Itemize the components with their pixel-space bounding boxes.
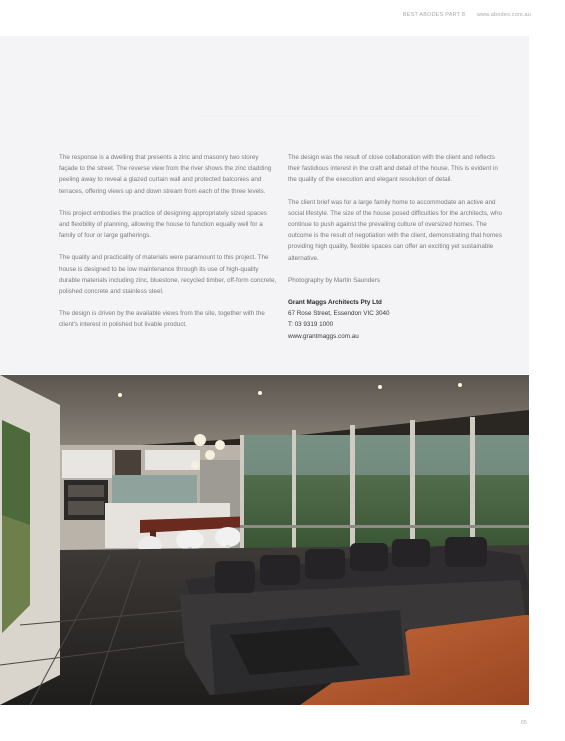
interior-photo [0, 375, 529, 705]
paragraph: The design was the result of close collaboration with the client and reflects their fastidious interest in the craft and detail of the house. This is evident in the quality of the execution and elegant resolution of detail. [288, 154, 498, 184]
left-text-column [59, 152, 277, 342]
page-number: 65 [520, 720, 527, 726]
paragraph: The client brief was for a large family home to accommodate an active and social lifestyle. The size of the house posed difficulties for the architects, who continue to push against the prevailing culture of oversized homes. The outcome is the result of negotiation with the client, demonstrating that homes providing high quality, flexible spaces can offer an exciting yet sustainable alternative. [288, 198, 502, 262]
architect-address: 67 Rose Street, Essendon VIC 3040 [288, 310, 390, 318]
faint-watermark [200, 96, 480, 136]
architect-phone: T: 03 9319 1000 [288, 321, 334, 329]
running-header [393, 12, 531, 18]
paragraph: The quality and practicality of materials were paramount to this project. The house is designed to be low maintenance through its use of high-quality durable materials including zinc, bluestone, recycled timber, off-form concrete, polished concrete and stainless steel. [59, 254, 277, 296]
paragraph: The response is a dwelling that presents a zinc and masonry two storey façade to the street. The reverse view from the river shows the zinc cladding peeling away to reveal a glazed curtain wall and protected balconies and terraces, offering views up and down stream from each of the three levels. [59, 154, 272, 195]
right-text-column [288, 152, 503, 342]
header-section: BEST ABODES PART 8 [402, 12, 466, 18]
architect-website: www.grantmaggs.com.au [288, 332, 359, 340]
paragraph: This project embodies the practice of designing appropriately sized spaces and flexibility of planning, allowing the house to function equally well for a family of four or large gatherings. [59, 209, 267, 240]
paragraph: The design is driven by the available views from the site, together with the client's interest in polished but livable product. [59, 310, 265, 329]
header-website: www.abodes.com.au [476, 12, 531, 18]
living-room-illustration [0, 375, 529, 705]
architect-name: Grant Maggs Architects Pty Ltd [288, 299, 382, 307]
photo-credit: Photography by Martin Saunders [288, 276, 381, 284]
architect-credit [288, 297, 503, 342]
